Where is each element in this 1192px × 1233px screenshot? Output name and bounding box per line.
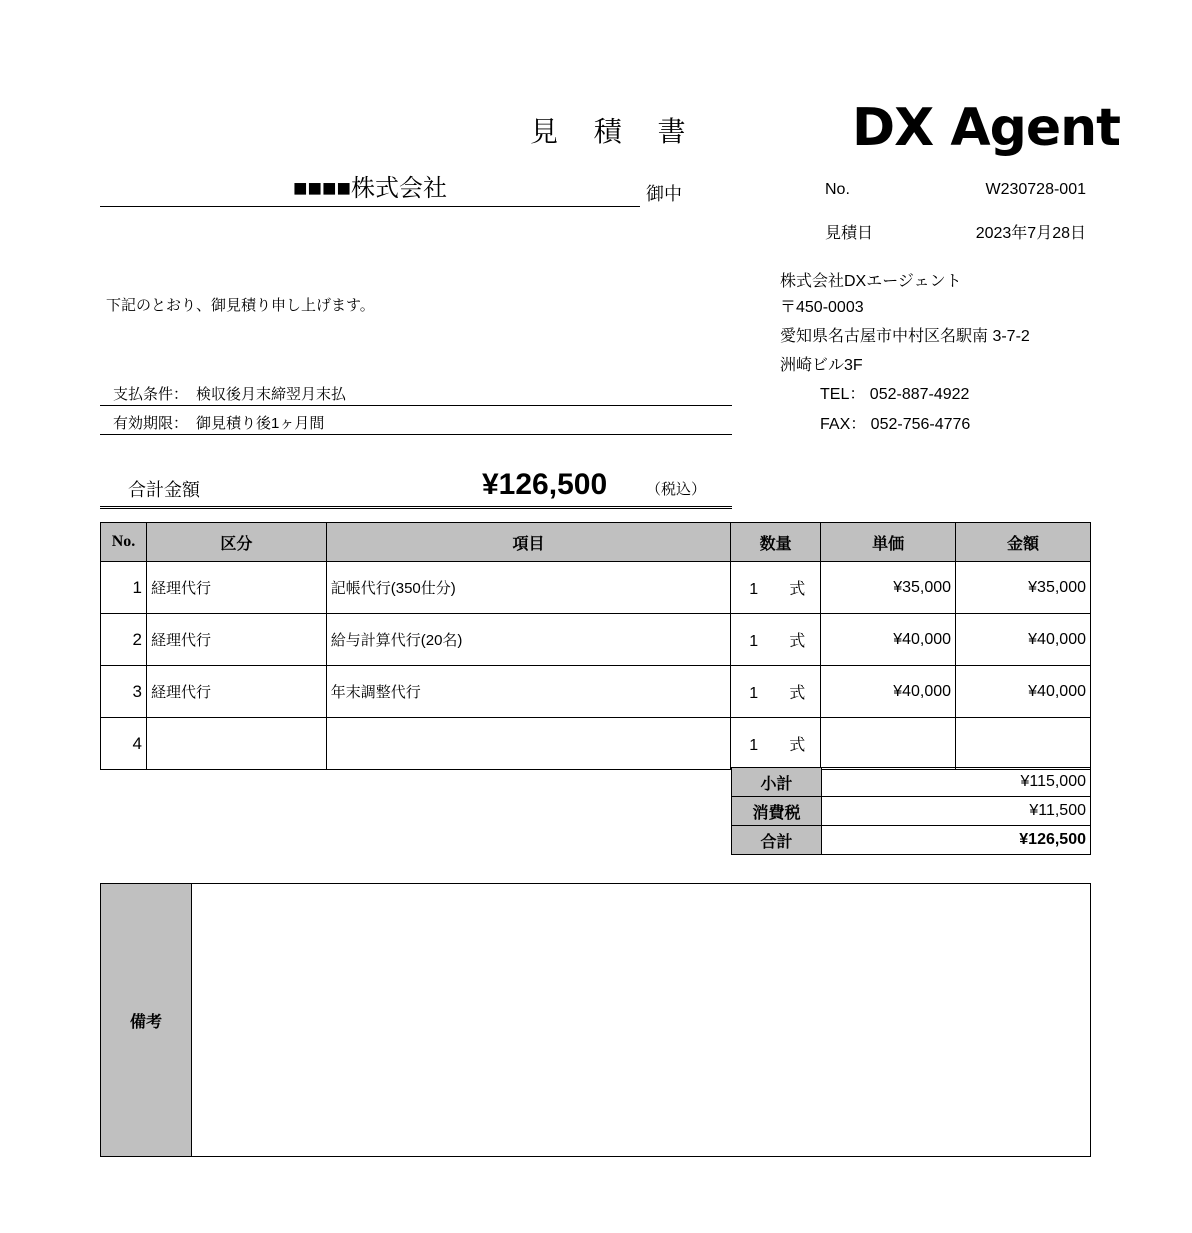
row-qty-unit: 式 xyxy=(789,581,806,598)
payment-terms-value: 検収後月末締翌月末払 xyxy=(196,386,347,403)
row-qty-number: 1 xyxy=(749,685,759,702)
header-item: 項目 xyxy=(326,523,730,562)
row-item: 年末調整代行 xyxy=(326,666,730,718)
items-table xyxy=(100,522,1091,770)
row-unit-price xyxy=(821,718,956,770)
subtotal-row xyxy=(732,768,1091,797)
row-quantity xyxy=(731,614,821,666)
subtotal-label: 小計 xyxy=(732,768,822,797)
table-row xyxy=(101,718,1091,770)
total-value: ¥126,500 xyxy=(822,826,1091,855)
row-quantity xyxy=(731,666,821,718)
remarks-content xyxy=(201,894,1080,1146)
row-qty-unit: 式 xyxy=(789,685,806,702)
row-qty-number: 1 xyxy=(749,737,759,754)
table-row xyxy=(101,562,1091,614)
payment-terms-row xyxy=(100,377,732,406)
row-category: 経理代行 xyxy=(146,562,326,614)
row-no: 1 xyxy=(101,562,147,614)
header-category: 区分 xyxy=(146,523,326,562)
tax-value: ¥11,500 xyxy=(822,797,1091,826)
row-item: 記帳代行(350仕分) xyxy=(326,562,730,614)
row-amount: ¥40,000 xyxy=(956,614,1091,666)
grand-total-label: 合計金額 xyxy=(128,480,200,500)
row-unit-price: ¥40,000 xyxy=(821,666,956,718)
row-no: 4 xyxy=(101,718,147,770)
validity-row xyxy=(100,406,732,435)
header-quantity: 数量 xyxy=(731,523,821,562)
table-row xyxy=(101,666,1091,718)
payment-terms-label: 支払条件： xyxy=(112,386,188,403)
validity-value: 御見積り後1ヶ月間 xyxy=(196,415,325,432)
quote-date-value: 2023年7月28日 xyxy=(975,225,1086,242)
row-amount xyxy=(956,718,1091,770)
row-unit-price: ¥40,000 xyxy=(821,614,956,666)
issuer-company: 株式会社DXエージェント xyxy=(780,273,962,290)
tax-included-note: （税込） xyxy=(646,481,707,498)
table-row xyxy=(101,614,1091,666)
row-no: 2 xyxy=(101,614,147,666)
intro-text: 下記のとおり、御見積り申し上げます。 xyxy=(106,297,375,314)
row-qty-number: 1 xyxy=(749,581,759,598)
issuer-address-line2: 洲崎ビル3F xyxy=(780,357,863,374)
client-honorific: 御中 xyxy=(646,184,682,204)
total-label: 合計 xyxy=(732,826,822,855)
header-no: No. xyxy=(101,523,147,562)
row-amount: ¥40,000 xyxy=(956,666,1091,718)
row-quantity xyxy=(731,562,821,614)
row-category: 経理代行 xyxy=(146,614,326,666)
quote-number-value: W230728-001 xyxy=(985,181,1086,198)
validity-label: 有効期限： xyxy=(112,415,188,432)
table-header-row xyxy=(101,523,1091,562)
issuer-postal: 〒450-0003 xyxy=(780,299,864,316)
row-qty-unit: 式 xyxy=(789,737,806,754)
row-item: 給与計算代行(20名) xyxy=(326,614,730,666)
total-row xyxy=(732,826,1091,855)
row-item xyxy=(326,718,730,770)
row-qty-number: 1 xyxy=(749,633,759,650)
remarks-label: 備考 xyxy=(101,884,192,1156)
row-no: 3 xyxy=(101,666,147,718)
issuer-address-line1: 愛知県名古屋市中村区名駅南 3-7-2 xyxy=(780,328,1030,345)
quote-number-label: No. xyxy=(825,181,850,198)
header-amount: 金額 xyxy=(956,523,1091,562)
remarks-box xyxy=(100,883,1091,1157)
tax-row xyxy=(732,797,1091,826)
row-category xyxy=(146,718,326,770)
row-quantity xyxy=(731,718,821,770)
row-qty-unit: 式 xyxy=(789,633,806,650)
issuer-fax: FAX： 052-756-4776 xyxy=(820,416,971,433)
client-name: ■■■■株式会社 xyxy=(100,172,640,207)
summary-table xyxy=(731,767,1091,855)
grand-total-area xyxy=(100,466,732,509)
quote-date-label: 見積日 xyxy=(825,225,874,242)
grand-total-value: ¥126,500 xyxy=(482,468,608,501)
row-unit-price: ¥35,000 xyxy=(821,562,956,614)
row-category: 経理代行 xyxy=(146,666,326,718)
tax-label: 消費税 xyxy=(732,797,822,826)
issuer-tel: TEL： 052-887-4922 xyxy=(820,386,970,403)
document-title: 見 積 書 xyxy=(530,116,700,147)
row-amount: ¥35,000 xyxy=(956,562,1091,614)
company-logo: DX Agent xyxy=(852,98,1120,158)
subtotal-value: ¥115,000 xyxy=(822,768,1091,797)
header-unit-price: 単価 xyxy=(821,523,956,562)
